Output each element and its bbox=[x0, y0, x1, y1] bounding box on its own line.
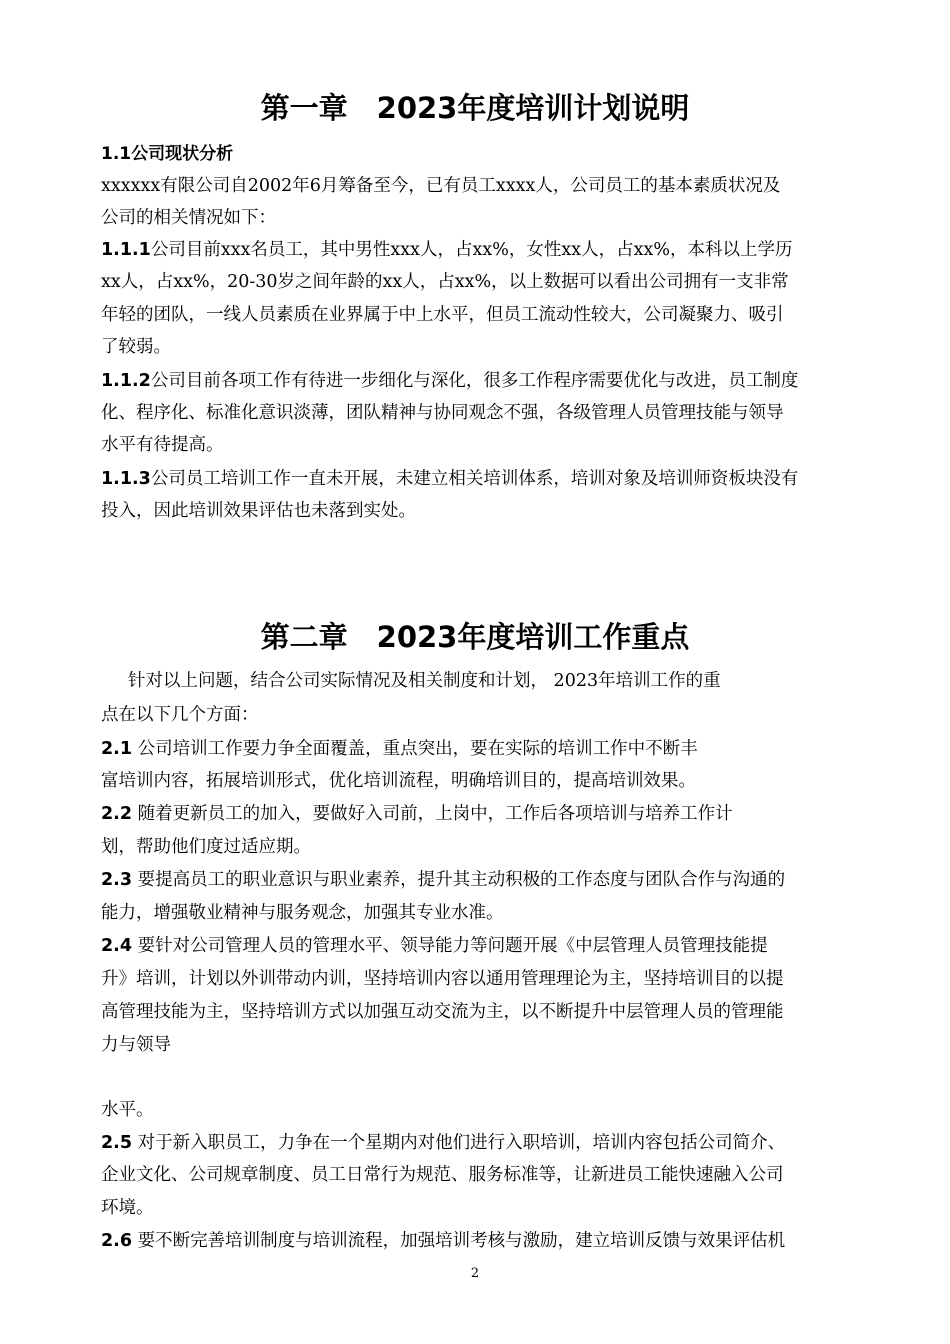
item-text: 公司目前各项工作有待进一步细化与深化，很多工作程序需要优化与改进，员工制度 bbox=[150, 371, 799, 391]
paragraph-line bbox=[101, 802, 733, 826]
item-number: 2.6 bbox=[101, 1231, 133, 1251]
paragraph-line: 环境。 bbox=[101, 1198, 154, 1218]
paragraph-line: 升》培训，计划以外训带动内训，坚持培训内容以通用管理理论为主，坚持培训目的以提 bbox=[101, 969, 784, 989]
paragraph-line bbox=[101, 868, 785, 892]
paragraph-line bbox=[101, 1229, 785, 1253]
item-number: 2.1 bbox=[101, 739, 133, 759]
item-number: 2.4 bbox=[101, 936, 133, 956]
item-number: 1.1.1 bbox=[101, 240, 151, 260]
item-number: 1.1.3 bbox=[101, 469, 151, 489]
paragraph-line bbox=[101, 238, 793, 262]
paragraph-line: 企业文化、公司规章制度、员工日常行为规范、服务标准等，让新进员工能快速融入公司 bbox=[101, 1165, 784, 1185]
paragraph-line: 水平有待提高。 bbox=[101, 435, 224, 455]
paragraph-line: 水平。 bbox=[101, 1100, 154, 1120]
paragraph-line: 了较弱。 bbox=[101, 337, 171, 357]
intro-line: xxxxxx有限公司自2002年6月筹备至今，已有员工xxxx人，公司员工的基本素质状况及 bbox=[101, 176, 781, 196]
item-text: 对于新入职员工，力争在一个星期内对他们进行入职培训，培训内容包括公司简介、 bbox=[132, 1133, 786, 1153]
paragraph-line: 化、程序化、标准化意识淡薄，团队精神与协同观念不强，各级管理人员管理技能与领导 bbox=[101, 403, 784, 423]
item-text: 公司培训工作要力争全面覆盖，重点突出，要在实际的培训工作中不断丰 bbox=[132, 739, 698, 759]
paragraph-line: 投入，因此培训效果评估也未落到实处。 bbox=[101, 501, 416, 521]
intro-line: 针对以上问题，结合公司实际情况及相关制度和计划， 2023年培训工作的重 bbox=[128, 671, 721, 691]
chapter-1-title: 第一章 2023年度培训计划说明 bbox=[260, 91, 690, 125]
paragraph-line bbox=[101, 934, 768, 958]
item-number: 2.3 bbox=[101, 870, 133, 890]
item-number: 2.5 bbox=[101, 1133, 133, 1153]
section-heading: 1.1公司现状分析 bbox=[101, 144, 234, 164]
item-text: 要针对公司管理人员的管理水平、领导能力等问题开展《中层管理人员管理技能提 bbox=[132, 936, 768, 956]
paragraph-line: 力与领导 bbox=[101, 1035, 171, 1055]
paragraph-line: 高管理技能为主，坚持培训方式以加强互动交流为主，以不断提升中层管理人员的管理能 bbox=[101, 1002, 784, 1022]
paragraph-line bbox=[101, 1131, 785, 1155]
item-number: 1.1.2 bbox=[101, 371, 151, 391]
paragraph-line: 能力，增强敬业精神与服务观念，加强其专业水准。 bbox=[101, 903, 504, 923]
intro-line: 公司的相关情况如下： bbox=[101, 208, 276, 228]
item-number: 2.2 bbox=[101, 804, 133, 824]
page-number: 2 bbox=[470, 1266, 480, 1281]
paragraph-line bbox=[101, 369, 798, 393]
item-text: 公司员工培训工作一直未开展，未建立相关培训体系，培训对象及培训师资板块没有 bbox=[150, 469, 799, 489]
paragraph-line bbox=[101, 737, 698, 761]
item-text: 要不断完善培训制度与培训流程，加强培训考核与激励，建立培训反馈与效果评估机 bbox=[132, 1231, 786, 1251]
paragraph-line bbox=[101, 467, 798, 491]
item-text: 公司目前xxx名员工，其中男性xxx人，占xx%，女性xx人，占xx%，本科以上学历 bbox=[150, 240, 793, 260]
chapter-2-title: 第二章 2023年度培训工作重点 bbox=[260, 620, 690, 654]
paragraph-line: 划，帮助他们度过适应期。 bbox=[101, 837, 311, 857]
item-text: 随着更新员工的加入，要做好入司前，上岗中，工作后各项培训与培养工作计 bbox=[132, 804, 733, 824]
paragraph-line: 富培训内容，拓展培训形式，优化培训流程，明确培训目的，提高培训效果。 bbox=[101, 771, 696, 791]
paragraph-line: xx人，占xx%，20-30岁之间年龄的xx人，占xx%，以上数据可以看出公司拥有一支非常 bbox=[101, 272, 789, 292]
paragraph-line: 年轻的团队，一线人员素质在业界属于中上水平，但员工流动性较大，公司凝聚力、吸引 bbox=[101, 305, 784, 325]
intro-line: 点在以下几个方面： bbox=[101, 705, 259, 725]
item-text: 要提高员工的职业意识与职业素养，提升其主动积极的工作态度与团队合作与沟通的 bbox=[132, 870, 786, 890]
